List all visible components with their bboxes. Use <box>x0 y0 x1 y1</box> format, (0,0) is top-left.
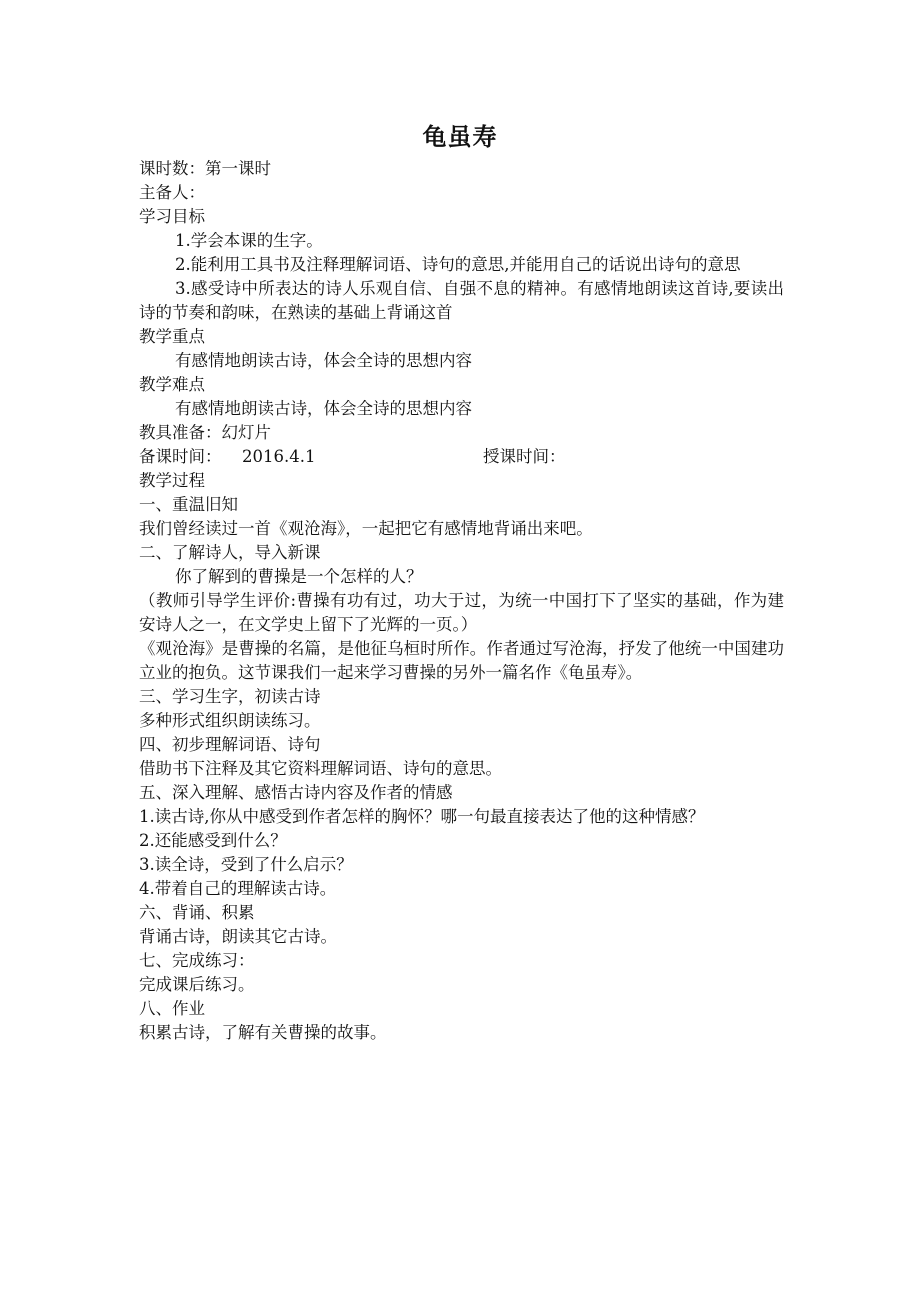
objectives-heading: 学习目标 <box>139 207 205 226</box>
section-2-note: （教师引导学生评价:曹操有功有过，功大于过，为统一中国打下了坚实的基础，作为建安诗人之一，在文学史上留下了光辉的一页。） <box>139 591 784 634</box>
section-2-question: 你了解到的曹操是一个怎样的人？ <box>175 567 423 586</box>
prep-time-value: 2016.4.1 <box>242 447 316 466</box>
section-2-text: 《观沧海》是曹操的名篇，是他征乌桓时所作。作者通过写沧海，抒发了他统一中国建功立业的抱负。这节课我们一起来学习曹操的另外一篇名作《龟虽寿》。 <box>139 639 784 682</box>
document-title: 龟虽寿 <box>422 123 498 151</box>
section-7-heading: 七、完成练习： <box>139 951 255 970</box>
section-7-text: 完成课后练习。 <box>139 975 255 994</box>
section-6-heading: 六、背诵、积累 <box>139 903 255 922</box>
section-1-text: 我们曾经读过一首《观沧海》，一起把它有感情地背诵出来吧。 <box>139 519 593 538</box>
section-8-heading: 八、作业 <box>139 999 205 1018</box>
section-3-text: 多种形式组织朗读练习。 <box>139 711 321 730</box>
time-row <box>139 445 784 469</box>
document-body <box>139 157 784 1045</box>
key-point-heading: 教学重点 <box>139 327 205 346</box>
section-4-heading: 四、初步理解词语、诗句 <box>139 735 321 754</box>
section-5-item-2: 2.还能感受到什么？ <box>139 831 287 850</box>
section-5-item-1: 1.读古诗,你从中感受到作者怎样的胸怀？哪一句最直接表达了他的这种情感？ <box>139 807 705 826</box>
section-5-item-4: 4.带着自己的理解读古诗。 <box>139 879 337 898</box>
section-2-heading: 二、了解诗人，导入新课 <box>139 543 321 562</box>
lesson-count: 课时数：第一课时 <box>139 159 271 178</box>
objective-2: 2.能利用工具书及注释理解词语、诗句的意思,并能用自己的话说出诗句的意思 <box>175 255 741 274</box>
section-1-heading: 一、重温旧知 <box>139 495 238 514</box>
objective-3: 3.感受诗中所表达的诗人乐观自信、自强不息的精神。有感情地朗读这首诗,要读出诗的节奏和韵味，在熟读的基础上背诵这首 <box>139 279 784 322</box>
section-3-heading: 三、学习生字，初读古诗 <box>139 687 321 706</box>
section-5-heading: 五、深入理解、感悟古诗内容及作者的情感 <box>139 783 453 802</box>
objective-1: 1.学会本课的生字。 <box>175 231 323 250</box>
section-5-item-3: 3.读全诗，受到了什么启示？ <box>139 855 353 874</box>
difficulty: 有感情地朗读古诗，体会全诗的思想内容 <box>175 399 472 418</box>
section-6-text: 背诵古诗，朗读其它古诗。 <box>139 927 337 946</box>
process-heading: 教学过程 <box>139 471 205 490</box>
section-4-text: 借助书下注释及其它资料理解词语、诗句的意思。 <box>139 759 502 778</box>
preparer: 主备人： <box>139 183 205 202</box>
key-point: 有感情地朗读古诗，体会全诗的思想内容 <box>175 351 472 370</box>
difficulty-heading: 教学难点 <box>139 375 205 394</box>
prep-time-label: 备课时间： <box>139 447 222 466</box>
section-8-text: 积累古诗，了解有关曹操的故事。 <box>139 1023 387 1042</box>
teaching-aids: 教具准备：幻灯片 <box>139 423 271 442</box>
teach-time-label: 授课时间： <box>483 447 566 466</box>
